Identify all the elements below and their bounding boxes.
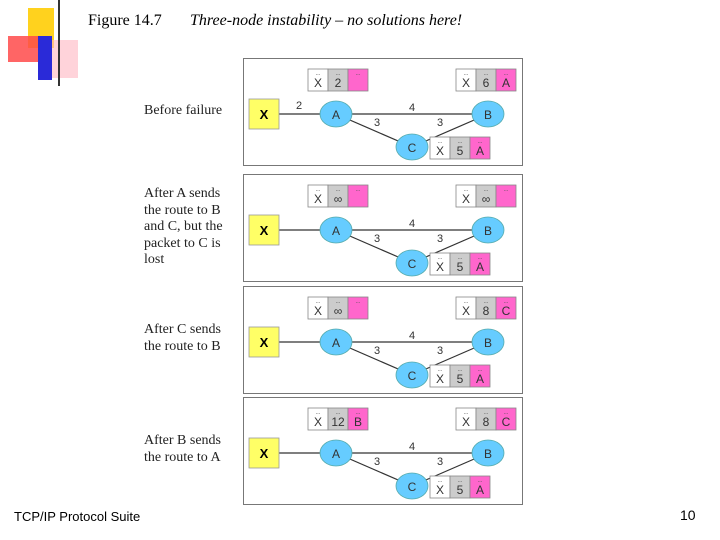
- decorative-pink-square: [48, 40, 78, 78]
- dest-cell-value: X: [313, 76, 323, 90]
- cell-dots: ...: [355, 299, 361, 305]
- cost-cell-value: 5: [456, 372, 464, 386]
- routing-panel: [243, 286, 523, 394]
- next-hop-cell-value: C: [501, 304, 511, 318]
- dest-cell-value: X: [461, 192, 471, 206]
- cost-cell-value: 5: [456, 260, 464, 274]
- next-hop-cell-value: A: [475, 144, 485, 158]
- cell-dots: ...: [477, 478, 483, 484]
- cost-cell-value: 5: [456, 144, 464, 158]
- cell-dots: ...: [437, 478, 443, 484]
- routing-diagram: [244, 398, 522, 504]
- node-c-label: C: [407, 369, 417, 383]
- cell-dots: ...: [477, 367, 483, 373]
- cell-dots: ...: [483, 410, 489, 416]
- caption-line: the route to B: [144, 202, 221, 218]
- figure-number: Figure 14.7: [88, 12, 162, 29]
- cell-dots: ...: [355, 187, 361, 193]
- dest-cell-value: X: [435, 483, 445, 497]
- routing-table-a: [308, 185, 368, 207]
- caption-line: and C, but the: [144, 219, 223, 234]
- node-b-label: B: [483, 336, 493, 350]
- cell-dots: ...: [483, 187, 489, 193]
- next-hop-cell-value: A: [475, 260, 485, 274]
- panel-caption: [144, 103, 244, 120]
- dest-cell-value: X: [435, 144, 445, 158]
- cost-cell-value: 12: [331, 415, 345, 429]
- edge-weight-x-a: 2: [295, 100, 303, 112]
- cost-cell-value: 5: [456, 483, 464, 497]
- cell-dots: ...: [437, 255, 443, 261]
- cost-cell-value: 8: [482, 304, 490, 318]
- routing-table-b: [456, 297, 516, 319]
- footer-book-title: TCP/IP Protocol Suite: [14, 509, 141, 524]
- cell-dots: ...: [463, 299, 469, 305]
- dest-cell-value: X: [461, 415, 471, 429]
- decorative-vertical-line: [58, 0, 60, 86]
- caption-line: the route to B: [144, 338, 221, 354]
- node-b-label: B: [483, 108, 493, 122]
- cell-dots: ...: [437, 139, 443, 145]
- cost-cell-value: 8: [482, 415, 490, 429]
- cell-dots: ...: [355, 410, 361, 416]
- routing-panel: [243, 174, 523, 282]
- routing-diagram: [244, 59, 522, 165]
- routing-table-c: [430, 137, 490, 159]
- figure-title: Three-node instability – no solutions here!: [190, 12, 463, 29]
- caption-line: After C sends: [144, 322, 221, 337]
- cell-dots: ...: [355, 71, 361, 77]
- edge-weight-a-c: 3: [373, 456, 381, 468]
- cell-dots: ...: [477, 255, 483, 261]
- dest-cell-value: X: [435, 372, 445, 386]
- panel-caption: [144, 433, 244, 466]
- edge-weight-a-b: 4: [408, 330, 416, 342]
- edge-weight-b-c: 3: [436, 456, 444, 468]
- cell-dots: ...: [457, 255, 463, 261]
- edge-weight-b-c: 3: [436, 345, 444, 357]
- node-c-label: C: [407, 257, 417, 271]
- cost-cell-value: 6: [482, 76, 490, 90]
- cell-dots: ...: [335, 299, 341, 305]
- caption-line: After B sends: [144, 433, 221, 448]
- decorative-blue-bar: [38, 36, 52, 80]
- page-number: 10: [680, 507, 696, 523]
- node-a-label: A: [331, 447, 341, 461]
- node-a-label: A: [331, 108, 341, 122]
- node-a-label: A: [331, 224, 341, 238]
- edge-weight-a-c: 3: [373, 117, 381, 129]
- cell-dots: ...: [457, 139, 463, 145]
- cell-dots: ...: [503, 187, 509, 193]
- cell-dots: ...: [463, 71, 469, 77]
- caption-line: Before failure: [144, 103, 223, 118]
- cell-dots: ...: [503, 410, 509, 416]
- routing-table-c: [430, 253, 490, 275]
- cell-dots: ...: [315, 299, 321, 305]
- cell-dots: ...: [335, 410, 341, 416]
- routing-table-c: [430, 476, 490, 498]
- panel-caption: [144, 322, 244, 355]
- routing-table-c: [430, 365, 490, 387]
- cell-dots: ...: [483, 71, 489, 77]
- caption-line: packet to C is: [144, 235, 221, 251]
- cost-cell-value: 2: [334, 76, 342, 90]
- next-hop-cell-value: A: [475, 372, 485, 386]
- caption-line: After A sends: [144, 186, 221, 201]
- routing-table-a: [308, 69, 368, 91]
- edge-weight-a-c: 3: [373, 345, 381, 357]
- edge-weight-b-c: 3: [436, 233, 444, 245]
- node-b-label: B: [483, 224, 493, 238]
- node-c-label: C: [407, 141, 417, 155]
- dest-cell-value: X: [313, 304, 323, 318]
- cell-dots: ...: [483, 299, 489, 305]
- cell-dots: ...: [463, 187, 469, 193]
- dest-cell-value: X: [313, 415, 323, 429]
- routing-table-b: [456, 69, 516, 91]
- dest-cell-value: X: [461, 76, 471, 90]
- routing-table-a: [308, 297, 368, 319]
- cell-dots: ...: [335, 71, 341, 77]
- node-c-label: C: [407, 480, 417, 494]
- cell-dots: ...: [315, 71, 321, 77]
- edge-weight-a-b: 4: [408, 218, 416, 230]
- cell-dots: ...: [437, 367, 443, 373]
- cell-dots: ...: [457, 478, 463, 484]
- cell-dots: ...: [315, 187, 321, 193]
- routing-panel: [243, 58, 523, 166]
- node-x-label: X: [259, 446, 269, 461]
- cell-dots: ...: [503, 71, 509, 77]
- next-hop-cell-value: A: [501, 76, 511, 90]
- cell-dots: ...: [463, 410, 469, 416]
- cost-cell-value: ∞: [333, 304, 343, 318]
- node-x-label: X: [259, 223, 269, 238]
- cell-dots: ...: [503, 299, 509, 305]
- routing-table-b: [456, 408, 516, 430]
- next-hop-cell-value: A: [475, 483, 485, 497]
- node-x-label: X: [259, 107, 269, 122]
- next-hop-cell-value: C: [501, 415, 511, 429]
- edge-weight-a-c: 3: [373, 233, 381, 245]
- node-x-label: X: [259, 335, 269, 350]
- routing-table-b: [456, 185, 516, 207]
- routing-diagram: [244, 175, 522, 281]
- panel-caption: [144, 186, 244, 269]
- dest-cell-value: X: [461, 304, 471, 318]
- caption-line: lost: [144, 252, 165, 267]
- cell-dots: ...: [457, 367, 463, 373]
- cell-dots: ...: [335, 187, 341, 193]
- node-b-label: B: [483, 447, 493, 461]
- cost-cell-value: ∞: [333, 192, 343, 206]
- next-hop-cell-value: B: [353, 415, 363, 429]
- routing-panel: [243, 397, 523, 505]
- caption-line: the route to A: [144, 449, 221, 465]
- edge-weight-b-c: 3: [436, 117, 444, 129]
- node-a-label: A: [331, 336, 341, 350]
- edge-weight-a-b: 4: [408, 441, 416, 453]
- cell-dots: ...: [315, 410, 321, 416]
- cell-dots: ...: [477, 139, 483, 145]
- dest-cell-value: X: [313, 192, 323, 206]
- dest-cell-value: X: [435, 260, 445, 274]
- cost-cell-value: ∞: [481, 192, 491, 206]
- edge-weight-a-b: 4: [408, 102, 416, 114]
- routing-diagram: [244, 287, 522, 393]
- routing-table-a: [308, 408, 368, 430]
